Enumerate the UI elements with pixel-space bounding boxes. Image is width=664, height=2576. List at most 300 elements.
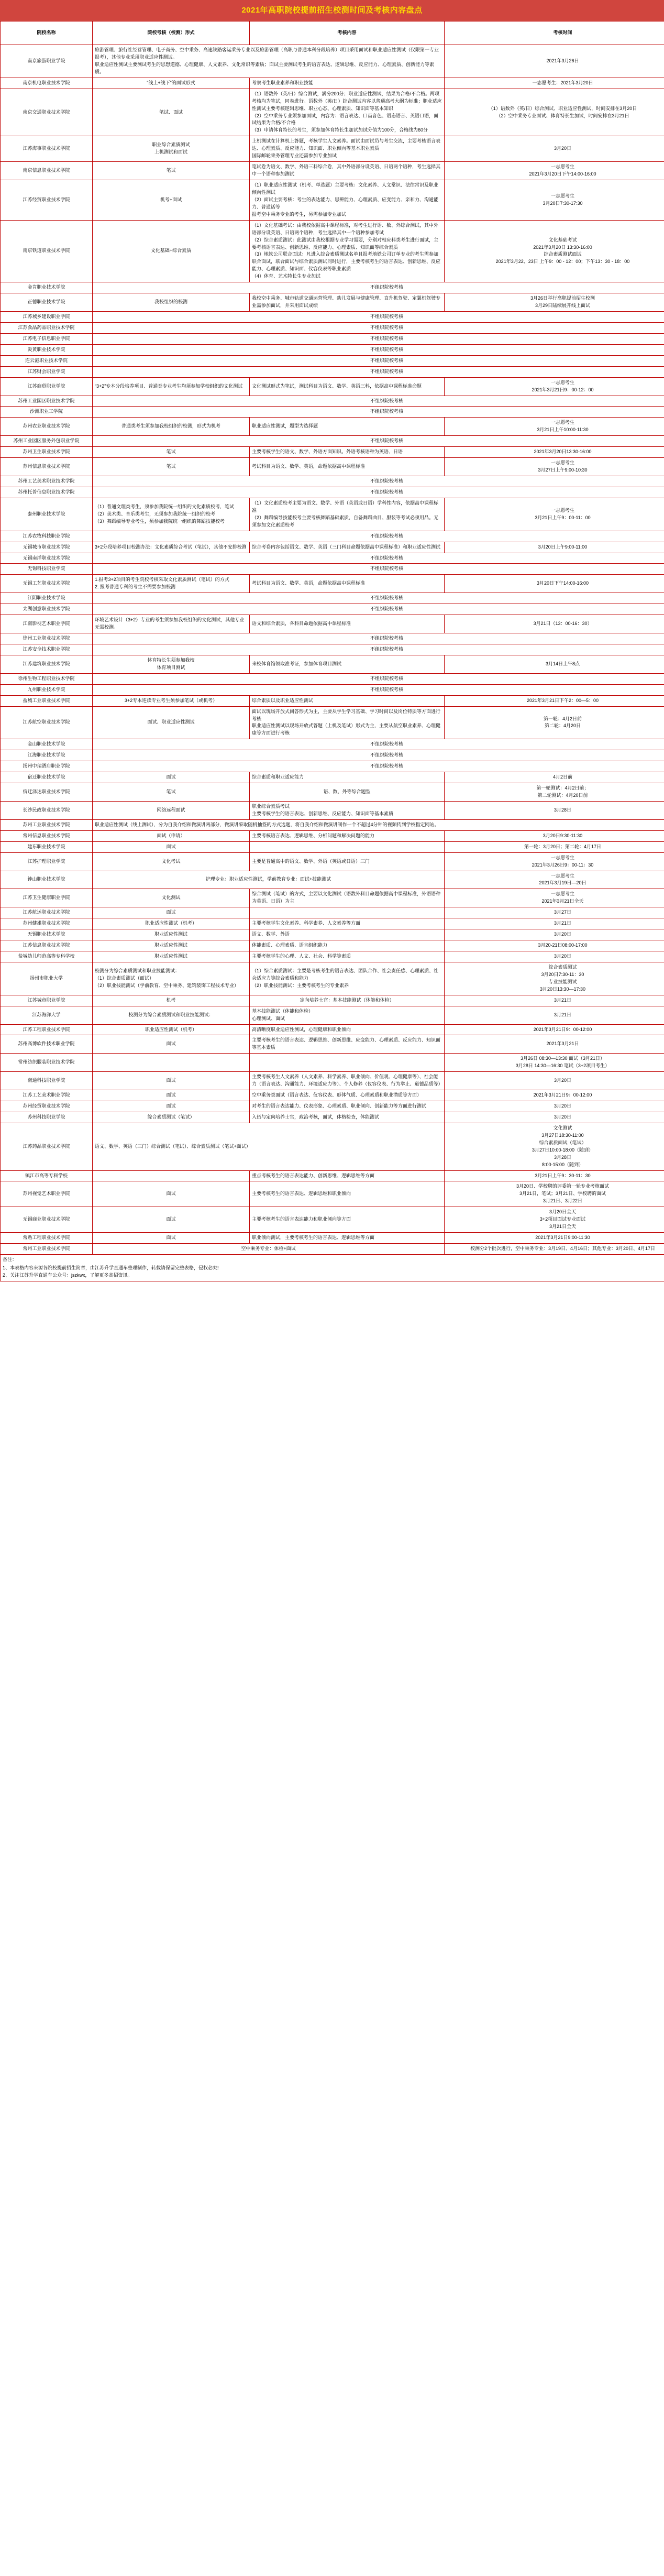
cell-school-name: 江苏信息职业技术学院	[1, 940, 93, 951]
cell-school-name: 无锡南洋职业技术学院	[1, 553, 93, 564]
cell-exam-time: 3月20日	[445, 1112, 664, 1123]
table-sheet	[0, 0, 664, 1281]
cell-exam-form: 面试（申请）	[93, 830, 250, 841]
cell-exam-form: 职业适应性测试（线上测试），分为自我介绍和微演讲两部分，微演讲采取随机抽签的方式选题，将自我介绍和微演讲制作一个不超过4分钟的视频传到学校指定网站。	[93, 819, 664, 830]
cell-exam-form: 职业适应性测试	[93, 951, 250, 962]
table-row	[1, 684, 664, 695]
cell-exam-content: 上机测试在计算机上答题，考核学生人文素养。面试由面试员与考生交流，主要考核语言表达、心理素质、反应能力、知识面、职业倾向等基本职业素质 国际邮轮乘务管理专业还需参加专业加试	[250, 136, 445, 162]
table-row	[1, 841, 664, 852]
table-row	[1, 407, 664, 418]
cell-exam-content	[250, 907, 445, 918]
cell-exam-time: 3月20日9:30-11:30	[445, 830, 664, 841]
cell-school-name: 泰州职业技术学院	[1, 498, 93, 531]
cell-school-name: 苏州工业园区服务外包职业学院	[1, 436, 93, 447]
table-row	[1, 772, 664, 783]
cell-exam-time: 3月27日	[445, 907, 664, 918]
table-row	[1, 180, 664, 221]
table-row	[1, 783, 664, 802]
table-row	[1, 962, 664, 995]
table-row	[1, 1207, 664, 1233]
cell-school-name: 苏州农业职业技术学院	[1, 418, 93, 436]
cell-exam-form	[93, 1054, 250, 1072]
cell-no-exam: 不组织院校考核	[93, 684, 664, 695]
cell-school-name: 常州纺织服装职业技术学院	[1, 1054, 93, 1072]
cell-school-name: 江苏海洋大学	[1, 1006, 93, 1024]
table-row	[1, 819, 664, 830]
cell-exam-form: 1.报考3+2项目的考生院校考核采取文化素质测试（笔试）的方式 2. 报考普通专科的考生不需要参加校测	[93, 575, 250, 593]
cell-school-name: 金肯职业技术学院	[1, 282, 93, 293]
cell-exam-form: 语文、数学、英语（三门）综合测试（笔试）、综合素质测试（笔试+面试）	[93, 1123, 445, 1170]
cell-exam-time: 3月20-21日08:00-17:00	[445, 940, 664, 951]
table-row	[1, 344, 664, 355]
table-row	[1, 333, 664, 344]
cell-exam-time: 3月21日	[445, 918, 664, 929]
cell-exam-form: 面试	[93, 772, 250, 783]
table-row	[1, 706, 664, 739]
table-row	[1, 633, 664, 644]
cell-exam-content: （1）语数外（英/日）综合测试，满分200分；职业适应性测试，结果为合格/不合格。两项考核均为笔试，同卷进行。语数外（英/日）综合测试内容以普通高考大纲为标准；职业适应性测试主要考核逻辑思维、职业心态、心理素质、知识面等基本知识 （2）空中乘务专业须参加面试，内容为：语言表达、口齿音色、语态语言、英语口语，面试结果为合格/不合格 （3）申请体育特长的考生，须参加体育特长生加试加试分值为100分，合格线为60分	[250, 89, 445, 136]
cell-no-exam: 不组织院校考核	[93, 739, 664, 750]
cell-exam-form: 面试	[93, 841, 250, 852]
cell-exam-form: “线上+线下”的面试形式	[93, 78, 250, 89]
cell-school-name: 南京机电职业技术学院	[1, 78, 93, 89]
cell-exam-content: 综合素质和职业适应能力	[250, 772, 445, 783]
table-row	[1, 162, 664, 180]
cell-exam-time: 一志愿考生 2021年3月21日9：00-12：00	[445, 377, 664, 396]
table-row	[1, 830, 664, 841]
page-title: 2021年高职院校提前招生校测时间及考核内容盘点	[0, 0, 664, 21]
cell-exam-form: 面试	[93, 907, 250, 918]
cell-school-name: 无锡职业技术学院	[1, 929, 93, 940]
cell-exam-form: 面试	[93, 1207, 250, 1233]
table-row	[1, 1170, 664, 1181]
cell-exam-content: 综合考卷内容包括语文、数学、英语（三门科目命题依据高中课程标准）和职业适应性测试	[250, 542, 445, 553]
cell-school-name: 南通科技职业学院	[1, 1072, 93, 1090]
cell-school-name: 江苏经贸职业技术学院	[1, 180, 93, 221]
cell-school-name: 江苏卫生健康职业学院	[1, 889, 93, 907]
cell-school-name: 南京铁道职业技术学院	[1, 220, 93, 282]
cell-school-name: 连云港职业技术学院	[1, 355, 93, 366]
cell-exam-content: 定向培养士官：基本技能测试（体能和体检）	[250, 995, 445, 1006]
col-header-time: 考核时间	[445, 21, 664, 45]
cell-school-name: 江苏护理职业学院	[1, 852, 93, 871]
cell-exam-form: 笔试、面试	[93, 89, 250, 136]
table-row	[1, 447, 664, 458]
cell-exam-time: 3月20日	[445, 929, 664, 940]
cell-exam-time: 3月28日	[445, 801, 664, 819]
cell-school-name: 徐州工业职业技术学院	[1, 633, 93, 644]
table-row	[1, 995, 664, 1006]
cell-exam-content: 体能素质、心理素质、语言组织能力	[250, 940, 445, 951]
table-row	[1, 396, 664, 407]
table-row	[1, 852, 664, 871]
table-row	[1, 78, 664, 89]
table-row	[1, 871, 664, 889]
cell-no-exam: 不组织院校考核	[93, 355, 664, 366]
cell-exam-time: 第一轮：3月20日；第二轮：4月17日	[445, 841, 664, 852]
table-row	[1, 436, 664, 447]
cell-exam-content: （1）职业适应性测试（机考、单选题）主要考核：文化素养、人文常识、法律常识及职业倾向性测试 （2）面试主要考核：考生的表达能力、思辨能力、心理素质、应变能力、亲和力、沟通能力、普通话等 报考空中乘务专业的考生，另需参加专业加试	[250, 180, 445, 221]
cell-no-exam: 不组织院校考核	[93, 593, 664, 604]
cell-school-name: 常州工业职业技术学院	[1, 1244, 93, 1255]
cell-exam-content: 主要考核考生的语言表达、逻辑思维、创新思维、应变能力、心理素质、反应能力、知识面等基本素质	[250, 1035, 445, 1054]
cell-school-name: 江苏安全技术职业学院	[1, 644, 93, 655]
cell-no-exam: 不组织院校考核	[93, 407, 664, 418]
cell-exam-content: 考试科目为语文、数学、英语，命题依据高中课程标准	[250, 575, 445, 593]
note-line1: 1、本表格内容来源各院校提前招生简章，由江苏升学直通车整理制作，转载请保留完整表格，侵权必究!	[3, 1265, 219, 1270]
cell-exam-time: 一志愿考生 3月27日上午9:00-10:30	[445, 458, 664, 476]
cell-school-name: 江苏建筑职业技术学院	[1, 655, 93, 673]
cell-school-name: 镇江市高等专科学校	[1, 1170, 93, 1181]
table-row	[1, 655, 664, 673]
cell-school-name: 江苏海事职业技术学院	[1, 136, 93, 162]
cell-exam-form: 笔试	[93, 162, 250, 180]
cell-exam-content: 对考生的语言表达能力、仪表形象、心理素质、职业倾向、创新能力等方面进行测试	[250, 1101, 445, 1112]
table-row	[1, 761, 664, 772]
cell-exam-content: 语文和综合素质，各科目命题依据高中课程标准	[250, 615, 445, 633]
cell-exam-form: 校测分为综合素质测试和职业技能测试： （1）综合素质测试（面试） （2）职业技能测试（学前教育、空中乘务、建筑装饰工程技术专业）	[93, 962, 250, 995]
cell-exam-time: 一志愿考生 2021年3月20日下午14:00-16:00	[445, 162, 664, 180]
cell-exam-form: 面试	[93, 1090, 250, 1101]
cell-exam-time: （1）语数外（英/日）综合测试、职业适应性测试，时间安排在3月20日 （2）空中乘务专业面试、体育特长生加试，时间安排在3月21日	[445, 89, 664, 136]
cell-school-name: 江苏食品药品职业技术学院	[1, 322, 93, 333]
cell-school-name: 苏州经贸职业技术学院	[1, 1101, 93, 1112]
cell-exam-form: （1）普通文理类考生，须参加我院统一组织的文化素质校考，笔试 （2）美术类、音乐类考生，无须参加我院统一组织的校考 （3）舞蹈编导专业考生，须参加我院统一组织的舞蹈技能校考	[93, 498, 250, 531]
cell-school-name: 苏州工业职业技术学院	[1, 819, 93, 830]
cell-school-name: 江阴职业技术学院	[1, 593, 93, 604]
cell-exam-form: 面试	[93, 1101, 250, 1112]
cell-exam-form: 面试、职业适应性测试	[93, 706, 250, 739]
cell-exam-form: 综合素质测试（笔试）	[93, 1112, 250, 1123]
cell-exam-time: 3月21日	[445, 995, 664, 1006]
cell-school-name: 徐州生物工程职业技术学院	[1, 673, 93, 684]
cell-no-exam: 不组织院校考核	[93, 531, 664, 542]
table-row	[1, 89, 664, 136]
cell-exam-form: 我校组织的校测	[93, 293, 250, 312]
table-row	[1, 136, 664, 162]
cell-exam-content: 语文、数学、外语	[250, 929, 445, 940]
cell-exam-content: 考察考生职业素养和职业技能	[250, 78, 445, 89]
table-header-row	[1, 21, 664, 45]
table-row	[1, 293, 664, 312]
cell-school-name: 江苏城市职业学院	[1, 995, 93, 1006]
cell-exam-form: 文化基础+综合素质	[93, 220, 250, 282]
cell-exam-content: 职业适应性测试，题型为选择题	[250, 418, 445, 436]
table-row	[1, 575, 664, 593]
table-row	[1, 1024, 664, 1035]
cell-school-name: 沙洲职业工学院	[1, 407, 93, 418]
cell-exam-form: 面试	[93, 1072, 250, 1090]
cell-exam-time: 校测分2个批次进行，空中乘务专业：3月19日、4月16日；其他专业：3月20日、4月17日	[445, 1244, 664, 1255]
table-row	[1, 531, 664, 542]
cell-school-name: 江苏药品职业技术学院	[1, 1123, 93, 1170]
cell-school-name: 江苏航运职业技术学院	[1, 907, 93, 918]
cell-exam-time: 3月20日	[445, 951, 664, 962]
cell-school-name: 江苏城乡建设职业学院	[1, 312, 93, 323]
cell-exam-content: 入伍与定向培养士官，政治考核，面试，体格检查，体能测试	[250, 1112, 445, 1123]
cell-school-name: 江苏财会职业学院	[1, 366, 93, 377]
cell-exam-form: 文化测试	[93, 889, 250, 907]
cell-exam-time: 2021年3月21日9：00-12:00	[445, 1090, 664, 1101]
cell-school-name: 南京旅游职业学院	[1, 45, 93, 78]
cell-exam-time: 3月14日上午8点	[445, 655, 664, 673]
cell-school-name: 苏州托普信息职业技术学院	[1, 487, 93, 498]
cell-school-name: 苏州工业园区职业技术学院	[1, 396, 93, 407]
cell-school-name: 苏州工艺美术职业技术学院	[1, 476, 93, 487]
cell-no-exam: 不组织院校考核	[93, 604, 664, 615]
table-row	[1, 593, 664, 604]
table-row	[1, 312, 664, 323]
table-row	[1, 739, 664, 750]
cell-exam-content: 来校体育馆领取准考证，参加体育项目测试	[250, 655, 445, 673]
cell-exam-time: 一志愿考生：2021年3月20日	[445, 78, 664, 89]
table-row	[1, 487, 664, 498]
cell-exam-form: 笔试	[93, 447, 250, 458]
cell-school-name: 建东职业技术学院	[1, 841, 93, 852]
cell-school-name: 宿迁泽达职业技术学院	[1, 783, 93, 802]
col-header-name: 院校名称	[1, 21, 93, 45]
cell-exam-time: 第一轮测试：4月2日前； 第二轮测试：4月20日前	[445, 783, 664, 802]
cell-exam-content: （1）综合素质测试：主要是考核考生的语言表达、团队合作、社会责任感、心理素质、社会适应力等综合素质和能力 （2）职业技能测试：主要考核考生的专业素养	[250, 962, 445, 995]
cell-exam-time: 3月20日	[445, 1072, 664, 1090]
cell-exam-form: 3+2分段培养项目校测办法：文化素质综合考试（笔试），其他不安排校测	[93, 542, 250, 553]
table-row	[1, 940, 664, 951]
cell-exam-form: 职业适应性测试	[93, 940, 250, 951]
notes-row	[1, 1254, 664, 1281]
cell-school-name: 九州职业技术学院	[1, 684, 93, 695]
cell-exam-form: “3+2”专本分段培养项目、普通类专业考生均须参加学校组织的文化测试	[93, 377, 250, 396]
cell-exam-form: 职业适应性测试（机考）	[93, 918, 250, 929]
cell-exam-time: 4月2日前	[445, 772, 664, 783]
table-row	[1, 45, 664, 78]
cell-exam-content	[250, 1054, 445, 1072]
table-row	[1, 1123, 664, 1170]
cell-exam-form: 职业适应性测试	[93, 929, 250, 940]
table-row	[1, 564, 664, 575]
cell-school-name: 江苏工程职业技术学院	[1, 1024, 93, 1035]
cell-exam-time: 3月20日全天 3+2项目面试专业面试 3月21日全天	[445, 1207, 664, 1233]
cell-exam-time: 3月20日上午9:00-11:00	[445, 542, 664, 553]
cell-exam-content: 重点考核考生的语言表达能力、创新思维、逻辑思维等方面	[250, 1170, 445, 1181]
cell-school-name: 江苏电子信息职业学院	[1, 333, 93, 344]
cell-exam-form: 护理专业：职业适应性测试，学前教育专业：面试+技能测试	[93, 871, 445, 889]
table-row	[1, 644, 664, 655]
table-row	[1, 929, 664, 940]
cell-school-name: 长沙民政职业技术学院	[1, 801, 93, 819]
table-row	[1, 673, 664, 684]
cell-exam-form: 网络远程面试	[93, 801, 250, 819]
cell-exam-content: 主要考核考生的语言表达、逻辑思维和职业倾向	[250, 1181, 445, 1207]
cell-no-exam: 不组织院校考核	[93, 750, 664, 761]
table-body	[1, 45, 664, 1281]
cell-exam-time: 3月20日下午14:00-16:00	[445, 575, 664, 593]
notes-cell	[1, 1254, 664, 1281]
table-row	[1, 418, 664, 436]
cell-exam-time: 2021年3月26日	[445, 45, 664, 78]
cell-exam-time: 综合素质测试 3月20日7:30-11：30 专业技能测试 3月20日13:30—17:30	[445, 962, 664, 995]
cell-exam-content: 主要考核学生的心理、人文、社会、科学等素质	[250, 951, 445, 962]
table-row	[1, 366, 664, 377]
cell-exam-content: 主要考核学生文化素养、科学素养、人文素养等方面	[250, 918, 445, 929]
table-row	[1, 615, 664, 633]
cell-exam-time: 3月26日 08:30—13:30 面试（3月21日） 3月28日 14:30—16:30 笔试（3+2项目考生）	[445, 1054, 664, 1072]
admissions-table	[0, 21, 664, 1281]
cell-school-name: 扬州中瑞酒店职业学院	[1, 761, 93, 772]
cell-school-name: 常州信息职业技术学院	[1, 830, 93, 841]
cell-exam-form: 普通类考生须参加我校组织的校测，形式为机考	[93, 418, 250, 436]
table-row	[1, 889, 664, 907]
table-row	[1, 1006, 664, 1024]
table-row	[1, 604, 664, 615]
cell-exam-content: 职业倾向测试，主要考核考生的语言表达、逻辑思维等方面	[250, 1233, 445, 1244]
cell-exam-form: 面试	[93, 1035, 250, 1054]
note-line2: 2、关注江苏升学直通车公众号：jszkwx，了解更多高招资讯。	[3, 1272, 132, 1278]
cell-exam-content: 语、数、外等综合题型	[250, 783, 445, 802]
cell-school-name: 扬州市职业大学	[1, 962, 93, 995]
cell-exam-time: 3月20日、学校聘的评委第一轮专业考核面试 3月21日，笔试；3月21日、学校聘的面试 3月21日、3月22日	[445, 1181, 664, 1207]
cell-school-name: 金山职业技术学院	[1, 739, 93, 750]
cell-school-name: 江苏商贸职业学院	[1, 377, 93, 396]
cell-school-name: 盐城幼儿师范高等专科学校	[1, 951, 93, 962]
cell-exam-time: 一志愿考生 3月21日上午10:00-11:30	[445, 418, 664, 436]
cell-exam-content: （1）文化基础考试：由我校依据高中课程标准，对考生进行语、数、外综合测试，其中外语部分设英语、日语两个语种，考生选择其中一个语种参加考试 （2）综合素质测试：此测试由我校根据专业学习需要，分别对相应科类考生进行面试，主要考核语言表达、创新思维、反应能力、心理素质、知识面等综合素质 （3）地铁公司联合面试：凡进入综合素质测试名单且报考地铁公司订单专业的考生需参加联合面试，联合面试与综合素质测试同时进行，主要考核考生的语言表达、创新思维、反应能力、心理素质、知识面、仪容仪表等职业素质 （4）体育、艺术特长生专业加试	[250, 220, 445, 282]
table-row	[1, 458, 664, 476]
table-row	[1, 553, 664, 564]
cell-school-name: 无锡科技职业学院	[1, 564, 93, 575]
table-row	[1, 1181, 664, 1207]
cell-no-exam: 不组织院校考核	[93, 312, 664, 323]
cell-exam-time: 2021年3月21日下午2：00—5：00	[445, 695, 664, 706]
cell-no-exam: 不组织院校考核	[93, 436, 664, 447]
table-row	[1, 542, 664, 553]
table-row	[1, 951, 664, 962]
cell-no-exam: 不组织院校考核	[93, 761, 664, 772]
cell-school-name: 宿迁职业技术学院	[1, 772, 93, 783]
table-row	[1, 1090, 664, 1101]
table-row	[1, 377, 664, 396]
cell-school-name: 苏州健雄职业技术学院	[1, 918, 93, 929]
cell-exam-content: 考试科目为语文、数学、英语，命题依据高中课程标准	[250, 458, 445, 476]
table-row	[1, 498, 664, 531]
cell-exam-time: 文化基础考试 2021年3月20日 13:30-16:00 综合素质测试面试 2021年3月22、23日 上午9：00 - 12：00；下午13：30 - 18：00	[445, 220, 664, 282]
cell-school-name: 南京交通职业技术学院	[1, 89, 93, 136]
cell-school-name: 苏州高博软件技术职业学院	[1, 1035, 93, 1054]
cell-no-exam: 不组织院校考核	[93, 333, 664, 344]
cell-school-name: 常熟工程职业技术学院	[1, 1233, 93, 1244]
cell-school-name: 江南影视艺术职业学院	[1, 615, 93, 633]
cell-exam-time: 一志愿考生 3月20日7:30-17:30	[445, 180, 664, 221]
table-row	[1, 355, 664, 366]
cell-exam-form: 面试	[93, 1181, 250, 1207]
cell-exam-time: 一志愿考生 2021年3月21日全天	[445, 889, 664, 907]
table-row	[1, 1233, 664, 1244]
cell-exam-time: 3月21日（13：00-16：30）	[445, 615, 664, 633]
cell-school-name: 正德职业技术学院	[1, 293, 93, 312]
cell-school-name: 苏州科技职业学院	[1, 1112, 93, 1123]
cell-school-name: 苏州信息职业技术学院	[1, 458, 93, 476]
cell-exam-form: 笔试	[93, 783, 250, 802]
cell-school-name: 无锡工艺职业技术学院	[1, 575, 93, 593]
table-row	[1, 750, 664, 761]
cell-exam-content: 职业综合素质考试 主要考核学生的语言表达、创新思维、反应能力、知识面等基本素质	[250, 801, 445, 819]
cell-exam-form: 笔试	[93, 458, 250, 476]
col-header-content: 考核内容	[250, 21, 445, 45]
cell-no-exam: 不组织院校考核	[93, 487, 664, 498]
cell-exam-content: 面试以现场开放式问答形式为主，主要从学生学习基础、学习时间以及岗位特质等方面进行考核 职业适应性测试以现场开放式答题（上机及笔试）形式为主，主要从航空职业素养、心理健康等方面进行考核	[250, 706, 445, 739]
cell-exam-time: 3月26日举行高职提前招生校测 3月29日陆续展开线上面试	[445, 293, 664, 312]
table-row	[1, 1101, 664, 1112]
cell-exam-content: 综合素质以及职业适应性测试	[250, 695, 445, 706]
cell-exam-form: 机考	[93, 995, 250, 1006]
cell-exam-form: 环境艺术设计（3+2）专业的考生须参加我校组织的文化测试，其他专业无需校测。	[93, 615, 250, 633]
cell-exam-form: 校测分为综合素质测试和职业技能测试：	[93, 1006, 250, 1024]
cell-exam-content	[250, 841, 445, 852]
cell-school-name: 钟山职业技术学院	[1, 871, 93, 889]
cell-exam-time: 3月20日	[445, 1101, 664, 1112]
cell-no-exam: 不组织院校考核	[93, 344, 664, 355]
cell-school-name: 无锡城市职业技术学院	[1, 542, 93, 553]
note-header: 备注：	[3, 1256, 17, 1262]
cell-exam-form: 旅游管理、旅行社经营管理、电子商务、空中乘务、高速铁路客运乘务专业以及旅游管理（高职与普通本科分段培养）项目采用面试和职业适应性测试（仅限第一专业报考），其他专业采用职业适应性测试。 职业适应性测试主要测试考生的思想道德、心理健康、人文素养、文化常识等素质；面试主要测试考生的语言表达、逻辑思维、反应能力、心理素质、创新能力等素质。	[93, 45, 445, 78]
cell-school-name: 炎黄职业技术学院	[1, 344, 93, 355]
table-row	[1, 476, 664, 487]
table-row	[1, 322, 664, 333]
cell-exam-content: 基本技能测试（体能和体检） 心理测试、面试	[250, 1006, 445, 1024]
cell-school-name: 盐城工业职业技术学院	[1, 695, 93, 706]
table-row	[1, 1035, 664, 1054]
table-row	[1, 282, 664, 293]
cell-exam-time: 2021年3月21日	[445, 1035, 664, 1054]
cell-exam-form: 机考+面试	[93, 180, 250, 221]
cell-exam-content: 主要是普通高中的语文、数学、外语（英语或日语）三门	[250, 852, 445, 871]
cell-exam-time: 一志愿考生 2021年3月26日9：00-11：30	[445, 852, 664, 871]
cell-exam-content: 我校空中乘务、城市轨道交通运营管理、幼儿发展与健康管理、直升机驾驶、定翼机驾驶专业需参加面试，并采用面试成绩	[250, 293, 445, 312]
cell-no-exam: 不组织院校考核	[93, 673, 664, 684]
cell-exam-content: 主要考核学生的语文、数学、外语方面知识。外语考核语种为英语、日语	[250, 447, 445, 458]
cell-exam-content: 文化测试形式为笔试，测试科目为语文、数学、英语三科，依据高中课程标准命题	[250, 377, 445, 396]
cell-school-name: 江苏工艺美术职业学院	[1, 1090, 93, 1101]
cell-exam-time: 3月21日	[445, 1006, 664, 1024]
cell-exam-time: 3月20日	[445, 136, 664, 162]
cell-exam-content: 空中乘务类面试（语言表达、仪容仪表、形体气质、心理素质和职业潜质等方面）	[250, 1090, 445, 1101]
cell-exam-time: 一志愿考生 2021年3月19日—20日	[445, 871, 664, 889]
cell-no-exam: 不组织院校考核	[93, 553, 664, 564]
table-row	[1, 801, 664, 819]
cell-exam-form: 面试	[93, 1233, 250, 1244]
table-row	[1, 1054, 664, 1072]
cell-school-name: 江海职业技术学院	[1, 750, 93, 761]
table-row	[1, 220, 664, 282]
cell-exam-form: 职业综合素质测试 上机测试和面试	[93, 136, 250, 162]
cell-exam-content: 主要考核考生的语言表达能力和职业倾向等方面	[250, 1207, 445, 1233]
cell-school-name: 江苏航空职业技术学院	[1, 706, 93, 739]
cell-exam-time: 2021年3月21日9:00-11:30	[445, 1233, 664, 1244]
cell-exam-content: 综合测试（笔试）的方式，主要以文化测试（语数外科目命题依据高中课程标准，外语语种为英语、日语）为主	[250, 889, 445, 907]
cell-exam-content: 高清晰度职业适应性测试，心理健康和职业倾向	[250, 1024, 445, 1035]
cell-school-name: 苏州视觉艺术职业学院	[1, 1181, 93, 1207]
col-header-form: 院校考核（校测）形式	[93, 21, 250, 45]
table-row	[1, 918, 664, 929]
cell-exam-form: 空中乘务专业：体检+面试	[93, 1244, 445, 1255]
cell-no-exam: 不组织院校考核	[93, 396, 664, 407]
table-row	[1, 1112, 664, 1123]
cell-exam-content: （1）文化素质校考主要为语文、数学、外语（英语或日语）学科性内容，依据高中课程标准 （2）舞蹈编导技能校考主要考核舞蹈基础素质，自备舞蹈曲目、服装等考试必须用品。无须参加文化素质校考	[250, 498, 445, 531]
cell-school-name: 太湖创意职业技术学院	[1, 604, 93, 615]
cell-exam-content: 主要考核考生人文素养（人文素养、科学素养、职业倾向、价值观、心理健康等）、社会能力（语言表达、沟通能力、环境适应力等）、个人修养（仪容仪表、行为举止、道德品质等）	[250, 1072, 445, 1090]
table-row	[1, 1244, 664, 1255]
cell-exam-time: 第一轮：4月2日前 第二轮：4月20日	[445, 706, 664, 739]
cell-exam-content: 主要考核语言表达、逻辑思维、分析问题和解决问题的能力	[250, 830, 445, 841]
